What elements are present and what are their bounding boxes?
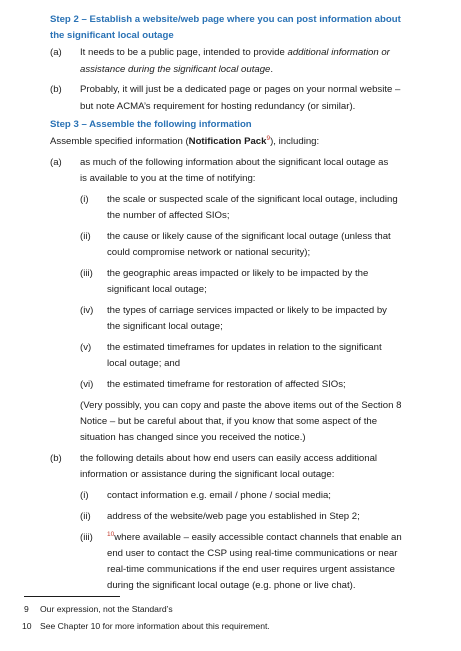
note-line3: situation has changed since you received the notice.) bbox=[80, 432, 306, 443]
item-label: (b) bbox=[50, 453, 62, 464]
subitem-label: (ii) bbox=[80, 511, 91, 522]
subitem-label: (ii) bbox=[80, 231, 91, 242]
footnote-ref-9: 9 bbox=[266, 134, 271, 142]
footnote-text: Our expression, not the Standard’s bbox=[40, 604, 173, 614]
subitem-line: local outage; and bbox=[107, 358, 181, 369]
step2-a-line1: It needs to be a public page, intended to provide additional information or bbox=[80, 47, 390, 58]
subitem-line: the significant local outage; bbox=[107, 321, 223, 332]
subitem-line: real-time communications if the end user requires urgent assistance bbox=[107, 564, 395, 575]
step3-heading: Step 3 – Assemble the following information bbox=[50, 119, 252, 130]
item-label: (b) bbox=[50, 84, 62, 95]
subitem-line: end user to contact the CSP using real-time communications or near bbox=[107, 548, 398, 559]
subitem-label: (iii) bbox=[80, 268, 93, 279]
step3-b-line1: the following details about how end users can easily access additional bbox=[80, 453, 378, 464]
item-label: (a) bbox=[50, 47, 62, 58]
subitem-line: during the significant local outage (e.g. phone or live chat). bbox=[107, 580, 356, 591]
footnote-text: See Chapter 10 for more information about this requirement. bbox=[40, 621, 270, 631]
footnote-number: 10 bbox=[22, 621, 32, 631]
subitem-line: contact information e.g. email / phone / social media; bbox=[107, 490, 331, 501]
subitem-line: the estimated timeframe for restoration of affected SIOs; bbox=[107, 379, 346, 390]
subitem-line: the scale or suspected scale of the significant local outage, including bbox=[107, 194, 398, 205]
step2-b-line2: but note ACMA’s requirement for hosting redundancy (or similar). bbox=[80, 101, 356, 112]
item-label: (a) bbox=[50, 157, 62, 168]
step2-b-line1: Probably, it will just be a dedicated page or pages on your normal website – bbox=[80, 84, 401, 95]
step3-a-line1: as much of the following information about the significant local outage as bbox=[80, 157, 389, 168]
subitem-line: address of the website/web page you established in Step 2; bbox=[107, 511, 360, 522]
note-line2: Notice – but be careful about that, if you know that some aspect of the bbox=[80, 416, 378, 427]
subitem-line: the geographic areas impacted or likely to be impacted by the bbox=[107, 268, 369, 279]
footnote-divider bbox=[24, 596, 120, 597]
step3-b-line2: information or assistance during the significant local outage: bbox=[80, 469, 335, 480]
subitem-line: significant local outage; bbox=[107, 284, 207, 295]
subitem-line: the types of carriage services impacted or likely to be impacted by bbox=[107, 305, 387, 316]
subitem-label: (vi) bbox=[80, 379, 94, 390]
subitem-label: (iv) bbox=[80, 305, 94, 316]
subitem-line: could compromise network or national security); bbox=[107, 247, 311, 258]
step3-a-line2: is available to you at the time of notifying: bbox=[80, 173, 256, 184]
subitem-line: the cause or likely cause of the significant local outage (unless that bbox=[107, 231, 391, 242]
step2-a-line2: assistance during the significant local outage. bbox=[80, 64, 274, 75]
subitem-label: (iii) bbox=[80, 532, 93, 543]
subitem-line: the estimated timeframes for updates in relation to the significant bbox=[107, 342, 382, 353]
subitem-label: (v) bbox=[80, 342, 92, 353]
step2-heading-line1: Step 2 – Establish a website/web page where you can post information about bbox=[50, 14, 401, 25]
subitem-line: the number of affected SIOs; bbox=[107, 210, 230, 221]
subitem-line: $^{10}$where available – easily accessible contact channels that enable an bbox=[107, 530, 402, 543]
step2-heading-line2: the significant local outage bbox=[50, 30, 174, 41]
subitem-label: (i) bbox=[80, 194, 89, 205]
footnote-ref-10: 10 bbox=[107, 530, 115, 538]
footnote-number: 9 bbox=[24, 604, 29, 614]
note-line1: (Very possibly, you can copy and paste the above items out of the Section 8 bbox=[80, 400, 402, 411]
subitem-label: (i) bbox=[80, 490, 89, 501]
step3-intro: Assemble specified information (Notification Pack$^9$), including: bbox=[50, 134, 320, 147]
